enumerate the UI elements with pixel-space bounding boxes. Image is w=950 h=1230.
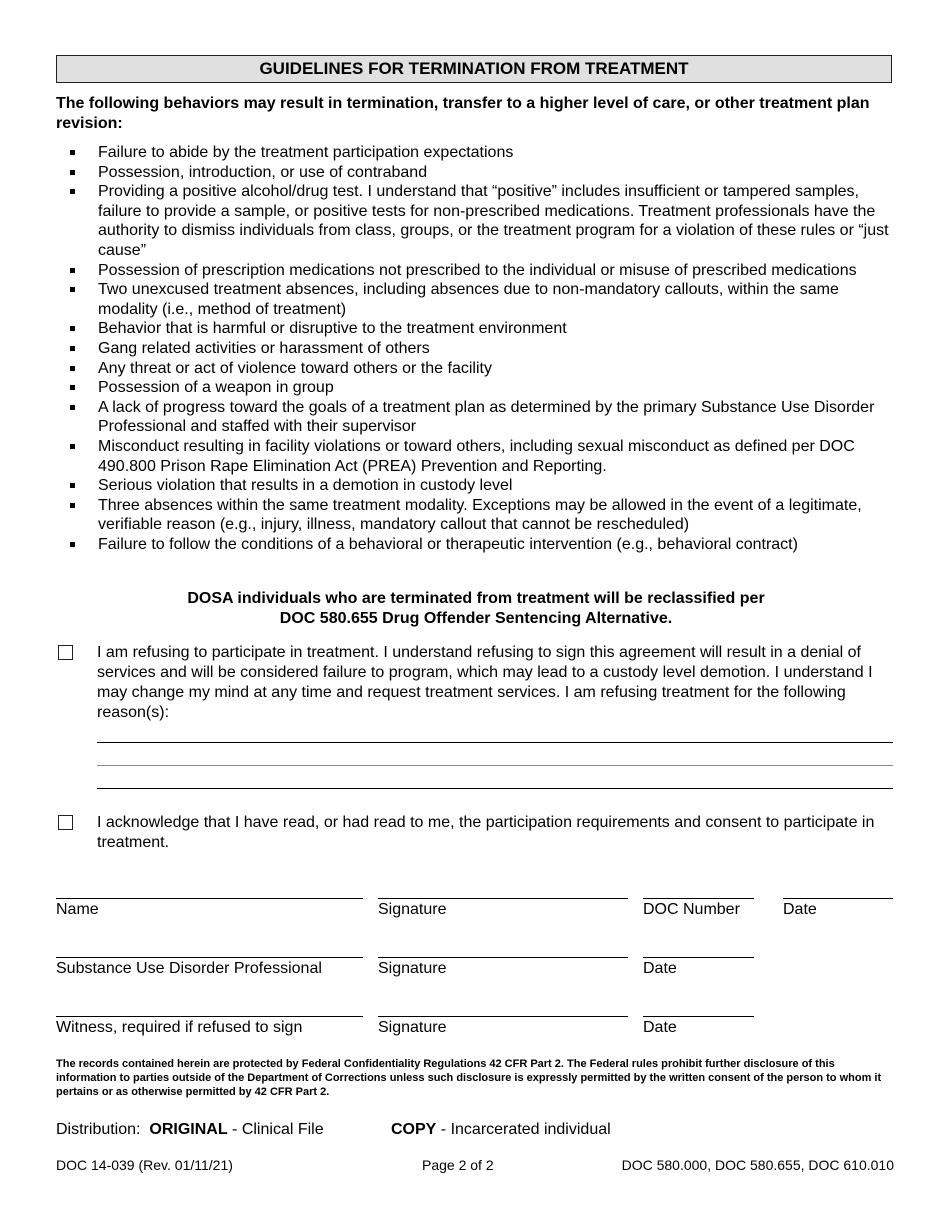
list-item: Failure to abide by the treatment participation expectations xyxy=(56,143,896,163)
distribution-line xyxy=(56,1120,324,1140)
refusal-reason-line-3[interactable] xyxy=(97,788,893,789)
sud-date-line[interactable] xyxy=(643,957,754,958)
bullet-icon xyxy=(70,287,75,292)
bullet-icon xyxy=(70,170,75,175)
witness-signature-label: Signature xyxy=(378,1019,447,1036)
bullet-icon xyxy=(70,346,75,351)
intro-text: The following behaviors may result in termination, transfer to a higher level of care, or other treatment plan revision: xyxy=(56,95,870,132)
sud-professional-label: Substance Use Disorder Professional xyxy=(56,960,322,977)
dosa-notice-line-2: DOC 580.655 Drug Offender Sentencing Alternative. xyxy=(279,610,673,627)
list-item: Possession, introduction, or use of contraband xyxy=(56,163,896,183)
confidentiality-notice: The records contained herein are protected by Federal Confidentiality Regulations 42 CFR Part 2. The Federal rules prohibit further disclosure of this information to parties outside of the Department of Corrections unless such disclosure is expressly permitted by the written consent of the person to whom it pertains or as otherwise permitted by 42 CFR Part 2. xyxy=(56,1058,882,1098)
refuse-treatment-text: I am refusing to participate in treatment. I understand refusing to sign this agreement will result in a denial of services and will be considered failure to program, which may lead to a custody level demotion. I understand I may change my mind at any time and request treatment services. I am refusing treatment for the following reason(s): xyxy=(97,644,873,721)
list-item: A lack of progress toward the goals of a treatment plan as determined by the primary Substance Use Disorder Professional and staffed with their supervisor xyxy=(56,398,896,437)
list-item: Possession of prescription medications not prescribed to the individual or misuse of prescribed medications xyxy=(56,261,896,281)
list-item: Any threat or act of violence toward others or the facility xyxy=(56,359,896,379)
list-item: Misconduct resulting in facility violations or toward others, including sexual misconduct as defined per DOC 490.800 Prison Rape Elimination Act (PREA) Prevention and Reporting. xyxy=(56,437,896,476)
refusal-reason-line-1[interactable] xyxy=(97,742,893,743)
bullet-icon xyxy=(70,385,75,390)
distribution-copy: COPY xyxy=(391,1121,437,1138)
list-item: Three absences within the same treatment modality. Exceptions may be allowed in the event of a legitimate, verifiable reason (e.g., injury, illness, mandatory callout that cannot be rescheduled) xyxy=(56,496,896,535)
policy-references: DOC 580.000, DOC 580.655, DOC 610.010 xyxy=(621,1157,894,1173)
refuse-treatment-checkbox[interactable] xyxy=(58,645,73,660)
date-line[interactable] xyxy=(783,898,893,899)
acknowledge-text: I acknowledge that I have read, or had read to me, the participation requirements and consent to participate in treatment. xyxy=(97,814,875,851)
sud-signature-label: Signature xyxy=(378,960,447,977)
form-id: DOC 14-039 (Rev. 01/11/21) xyxy=(56,1157,233,1173)
distribution-label: Distribution: xyxy=(56,1121,141,1138)
name-label: Name xyxy=(56,901,99,918)
acknowledge-checkbox[interactable] xyxy=(58,815,73,830)
list-item: Two unexcused treatment absences, including absences due to non-mandatory callouts, within the same modality (i.e., method of treatment) xyxy=(56,280,896,319)
page-number: Page 2 of 2 xyxy=(422,1157,494,1173)
bullet-icon xyxy=(70,150,75,155)
dosa-notice-line-1: DOSA individuals who are terminated from treatment will be reclassified per xyxy=(187,590,765,607)
bullet-icon xyxy=(70,189,75,194)
refusal-reason-line-2[interactable] xyxy=(97,765,893,766)
witness-date-line[interactable] xyxy=(643,1016,754,1017)
form-title xyxy=(56,55,892,83)
witness-signature-line[interactable] xyxy=(378,1016,628,1017)
bullet-icon xyxy=(70,503,75,508)
bullet-icon xyxy=(70,405,75,410)
list-item: Providing a positive alcohol/drug test. I understand that “positive” includes insufficient or tampered samples, failure to provide a sample, or positive tests for non-prescribed medications. Treatment professionals have the authority to dismiss individuals from class, groups, or the treatment program for a violation of these rules or “just cause” xyxy=(56,182,896,260)
distribution-copy-line xyxy=(391,1120,611,1140)
list-item: Serious violation that results in a demotion in custody level xyxy=(56,476,896,496)
doc-number-line[interactable] xyxy=(643,898,754,899)
bullet-icon xyxy=(70,268,75,273)
name-signature-line[interactable] xyxy=(56,898,363,899)
list-item: Gang related activities or harassment of others xyxy=(56,339,896,359)
bullet-icon xyxy=(70,542,75,547)
date-label: Date xyxy=(783,901,817,918)
witness-line[interactable] xyxy=(56,1016,363,1017)
bullet-icon xyxy=(70,326,75,331)
list-item: Failure to follow the conditions of a behavioral or therapeutic intervention (e.g., behavioral contract) xyxy=(56,535,896,555)
list-item: Possession of a weapon in group xyxy=(56,378,896,398)
sud-signature-line[interactable] xyxy=(378,957,628,958)
sud-date-label: Date xyxy=(643,960,677,977)
bullet-icon xyxy=(70,444,75,449)
form-title-text: GUIDELINES FOR TERMINATION FROM TREATMENT xyxy=(259,59,689,78)
list-item: Behavior that is harmful or disruptive to the treatment environment xyxy=(56,319,896,339)
dosa-notice xyxy=(56,589,896,629)
witness-date-label: Date xyxy=(643,1019,677,1036)
bullet-icon xyxy=(70,366,75,371)
distribution-original: ORIGINAL xyxy=(149,1121,228,1138)
doc-number-label: DOC Number xyxy=(643,901,740,918)
bullet-icon xyxy=(70,483,75,488)
distribution-copy-desc: - Incarcerated individual xyxy=(440,1121,611,1138)
witness-label: Witness, required if refused to sign xyxy=(56,1019,303,1036)
distribution-original-desc: - Clinical File xyxy=(232,1121,324,1138)
signature-line[interactable] xyxy=(378,898,628,899)
termination-behaviors-list xyxy=(56,143,896,554)
sud-professional-line[interactable] xyxy=(56,957,363,958)
signature-label: Signature xyxy=(378,901,447,918)
